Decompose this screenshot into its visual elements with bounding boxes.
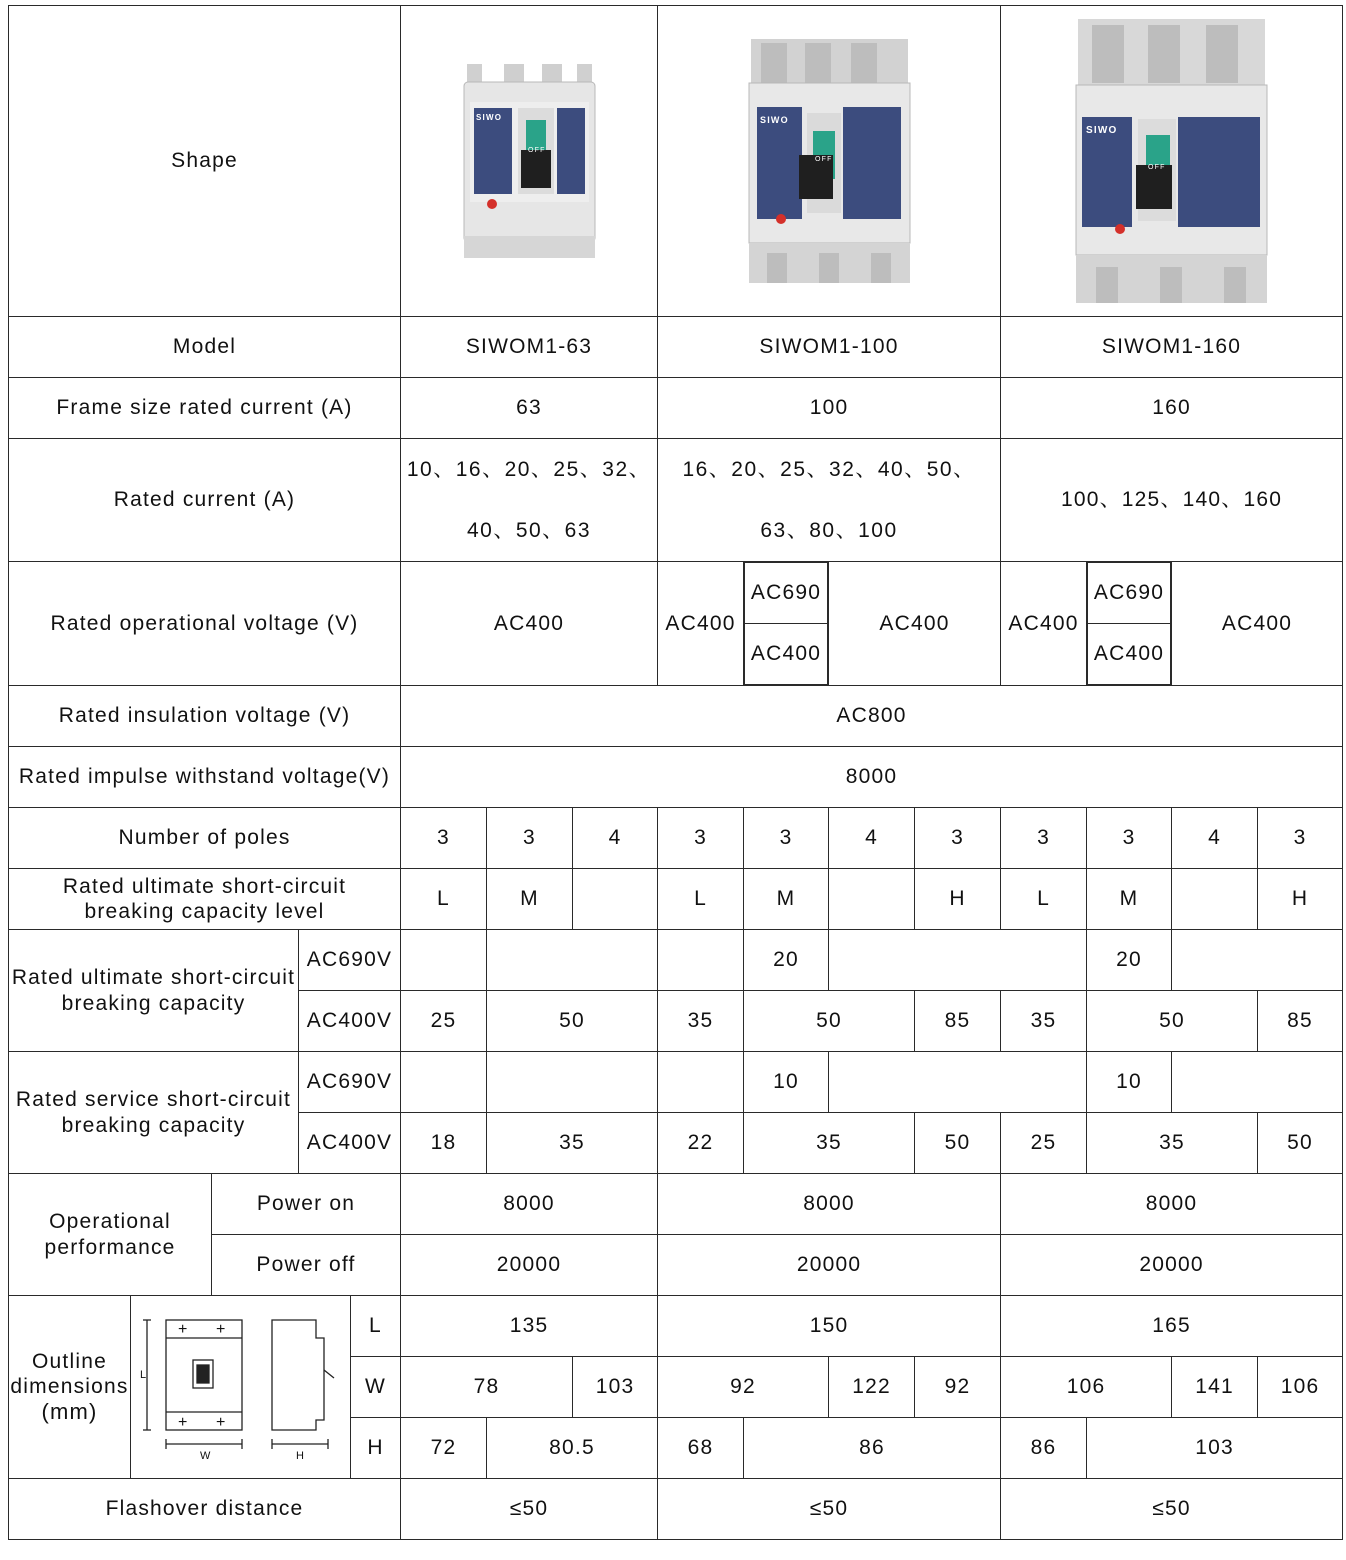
svc690-empty [487, 1052, 658, 1113]
level-cell [1172, 869, 1258, 930]
dim-H-cell: 68 [658, 1418, 744, 1479]
label-shape: Shape [9, 6, 401, 317]
poles-cell: 3 [1001, 808, 1087, 869]
breaker-100-image [747, 39, 912, 284]
poles-cell: 3 [401, 808, 487, 869]
svc690-empty [658, 1052, 744, 1113]
power-off-63: 20000 [401, 1235, 658, 1296]
row-poles [9, 808, 1343, 869]
svc690-100: 10 [744, 1052, 829, 1113]
dim-W-cell: 103 [573, 1357, 658, 1418]
poles-cell: 3 [658, 808, 744, 869]
label-outline-line3: (mm) [41, 1398, 98, 1424]
row-dim-L [9, 1296, 1343, 1357]
ult400-cell: 85 [915, 991, 1001, 1052]
outline-drawing [131, 1296, 351, 1479]
label-impulse: Rated impulse withstand voltage(V) [9, 747, 401, 808]
label-operational-line1: Operational [49, 1210, 171, 1234]
breaker-image-160 [1001, 6, 1343, 317]
row-power-on [9, 1174, 1343, 1235]
brand-100: SIWO [759, 114, 789, 125]
label-ultimate-line1: Rated ultimate short-circuit [11, 966, 296, 990]
row-service-690 [9, 1052, 1343, 1113]
current-63-line1: 10、16、20、25、32、 [406, 458, 652, 481]
level-cell: L [658, 869, 744, 930]
flashover-100: ≤50 [658, 1479, 1001, 1540]
level-cell: L [401, 869, 487, 930]
ult400-cell: 85 [1258, 991, 1343, 1052]
svg-text:+: + [216, 1414, 227, 1431]
ult690-empty [658, 930, 744, 991]
label-operational [9, 1174, 212, 1296]
ult690-100: 20 [744, 930, 829, 991]
label-level-line1: Rated ultimate short-circuit [62, 874, 347, 898]
opv-100-a: AC400 [658, 562, 744, 686]
dim-L-160: 165 [1001, 1296, 1343, 1357]
label-outline-line1: Outline [32, 1349, 107, 1373]
dim-W-cell: 141 [1172, 1357, 1258, 1418]
switch-160: OFF [1148, 163, 1166, 171]
flashover-63: ≤50 [401, 1479, 658, 1540]
drawing-label-L: L [140, 1369, 148, 1381]
svc400-cell: 35 [1087, 1113, 1258, 1174]
current-63-line2: 40、50、63 [466, 519, 592, 542]
label-dim-L: L [351, 1296, 401, 1357]
opv-160-b-bottom: AC400 [1088, 624, 1171, 685]
ult400-cell: 25 [401, 991, 487, 1052]
label-ultimate [9, 930, 299, 1052]
power-on-63: 8000 [401, 1174, 658, 1235]
svc400-cell: 25 [1001, 1113, 1087, 1174]
opv-160-a: AC400 [1001, 562, 1087, 686]
ult690-empty [487, 930, 658, 991]
poles-cell: 4 [573, 808, 658, 869]
dim-W-cell: 78 [401, 1357, 573, 1418]
row-level [9, 869, 1343, 930]
breaker-image-63 [401, 6, 658, 317]
dim-L-63: 135 [401, 1296, 658, 1357]
poles-cell: 3 [1087, 808, 1172, 869]
switch-100: OFF [814, 155, 833, 163]
row-model [9, 317, 1343, 378]
frame-63: 63 [401, 378, 658, 439]
svc690-empty [401, 1052, 487, 1113]
drawing-label-W: W [200, 1450, 212, 1462]
dim-H-cell: 86 [744, 1418, 1001, 1479]
power-on-100: 8000 [658, 1174, 1001, 1235]
label-level-line2: breaking capacity level [84, 900, 325, 923]
power-off-100: 20000 [658, 1235, 1001, 1296]
poles-cell: 4 [829, 808, 915, 869]
frame-160: 160 [1001, 378, 1343, 439]
dim-L-100: 150 [658, 1296, 1001, 1357]
label-outline-line2: dimensions [10, 1374, 129, 1398]
label-operational-line2: performance [44, 1235, 176, 1259]
svc400-cell: 50 [915, 1113, 1001, 1174]
label-op-voltage: Rated operational voltage (V) [9, 562, 401, 686]
breaker-63-image [462, 64, 597, 259]
label-outline [9, 1296, 131, 1479]
label-service-line2: breaking capacity [61, 1113, 246, 1137]
label-service [9, 1052, 299, 1174]
dim-H-cell: 103 [1087, 1418, 1343, 1479]
level-cell [829, 869, 915, 930]
dim-W-cell: 92 [658, 1357, 829, 1418]
level-cell: M [1087, 869, 1172, 930]
brand-63: SIWO [475, 112, 502, 122]
ult400-cell: 35 [658, 991, 744, 1052]
dim-W-cell: 122 [829, 1357, 915, 1418]
svc400-cell: 35 [744, 1113, 915, 1174]
breaker-160-image [1074, 19, 1269, 304]
level-cell: H [915, 869, 1001, 930]
label-power-off: Power off [212, 1235, 401, 1296]
brand-160: SIWO [1086, 124, 1118, 136]
level-cell: M [744, 869, 829, 930]
ult400-cell: 35 [1001, 991, 1087, 1052]
label-poles: Number of poles [9, 808, 401, 869]
poles-cell: 3 [744, 808, 829, 869]
level-cell: L [1001, 869, 1087, 930]
ult690-empty [1172, 930, 1343, 991]
ult690-160: 20 [1087, 930, 1172, 991]
label-insulation: Rated insulation voltage (V) [9, 686, 401, 747]
svc400-cell: 35 [487, 1113, 658, 1174]
label-service-line1: Rated service short-circuit [15, 1088, 292, 1112]
poles-cell: 3 [487, 808, 573, 869]
level-cell: M [487, 869, 573, 930]
impulse-value: 8000 [401, 747, 1343, 808]
opv-100-b-top: AC690 [745, 563, 828, 624]
label-ultimate-line2: breaking capacity [61, 991, 246, 1015]
label-frame: Frame size rated current (A) [9, 378, 401, 439]
ult690-empty [829, 930, 1087, 991]
level-cell [573, 869, 658, 930]
label-service-ac400v: AC400V [299, 1113, 401, 1174]
row-flashover [9, 1479, 1343, 1540]
spec-table [8, 5, 1343, 1540]
svc400-cell: 50 [1258, 1113, 1343, 1174]
opv-160-c: AC400 [1172, 562, 1343, 686]
label-model: Model [9, 317, 401, 378]
current-63 [401, 439, 658, 562]
row-shape [9, 6, 1343, 317]
svg-text:+: + [178, 1321, 189, 1338]
dim-H-cell: 86 [1001, 1418, 1087, 1479]
label-flashover: Flashover distance [9, 1479, 401, 1540]
flashover-160: ≤50 [1001, 1479, 1343, 1540]
ult400-cell: 50 [744, 991, 915, 1052]
row-ultimate-690 [9, 930, 1343, 991]
svc690-empty [1172, 1052, 1343, 1113]
drawing-label-H: H [296, 1450, 306, 1462]
dim-W-cell: 92 [915, 1357, 1001, 1418]
ult690-empty [401, 930, 487, 991]
poles-cell: 3 [1258, 808, 1343, 869]
dim-H-cell: 80.5 [487, 1418, 658, 1479]
svc400-cell: 22 [658, 1113, 744, 1174]
opv-100-b [744, 562, 829, 686]
row-op-voltage [9, 562, 1343, 686]
current-100-line1: 16、20、25、32、40、50、 [682, 458, 976, 481]
poles-cell: 4 [1172, 808, 1258, 869]
opv-63: AC400 [401, 562, 658, 686]
model-63: SIWOM1-63 [401, 317, 658, 378]
ult400-cell: 50 [1087, 991, 1258, 1052]
opv-160-b [1087, 562, 1172, 686]
ult400-cell: 50 [487, 991, 658, 1052]
poles-cell: 3 [915, 808, 1001, 869]
label-dim-H: H [351, 1418, 401, 1479]
label-rated-current: Rated current (A) [9, 439, 401, 562]
svc400-cell: 18 [401, 1113, 487, 1174]
outline-drawing-svg [138, 1312, 343, 1462]
breaker-image-100 [658, 6, 1001, 317]
label-service-ac690v: AC690V [299, 1052, 401, 1113]
dim-W-cell: 106 [1258, 1357, 1343, 1418]
insulation-value: AC800 [401, 686, 1343, 747]
current-100 [658, 439, 1001, 562]
opv-100-b-bottom: AC400 [745, 624, 828, 685]
label-ultimate-ac690v: AC690V [299, 930, 401, 991]
model-160: SIWOM1-160 [1001, 317, 1343, 378]
label-ultimate-ac400v: AC400V [299, 991, 401, 1052]
opv-160-b-top: AC690 [1088, 563, 1171, 624]
switch-63: OFF [527, 146, 546, 154]
current-100-line2: 63、80、100 [760, 519, 898, 542]
svc690-empty [829, 1052, 1087, 1113]
current-160: 100、125、140、160 [1001, 439, 1343, 562]
power-on-160: 8000 [1001, 1174, 1343, 1235]
row-frame [9, 378, 1343, 439]
svc690-160: 10 [1087, 1052, 1172, 1113]
svg-text:+: + [216, 1321, 227, 1338]
dim-W-cell: 106 [1001, 1357, 1172, 1418]
label-level [9, 869, 401, 930]
row-rated-current [9, 439, 1343, 562]
label-power-on: Power on [212, 1174, 401, 1235]
row-impulse [9, 747, 1343, 808]
svg-text:+: + [178, 1414, 189, 1431]
model-100: SIWOM1-100 [658, 317, 1001, 378]
label-dim-W: W [351, 1357, 401, 1418]
row-insulation [9, 686, 1343, 747]
dim-H-cell: 72 [401, 1418, 487, 1479]
frame-100: 100 [658, 378, 1001, 439]
opv-100-c: AC400 [829, 562, 1001, 686]
level-cell: H [1258, 869, 1343, 930]
power-off-160: 20000 [1001, 1235, 1343, 1296]
